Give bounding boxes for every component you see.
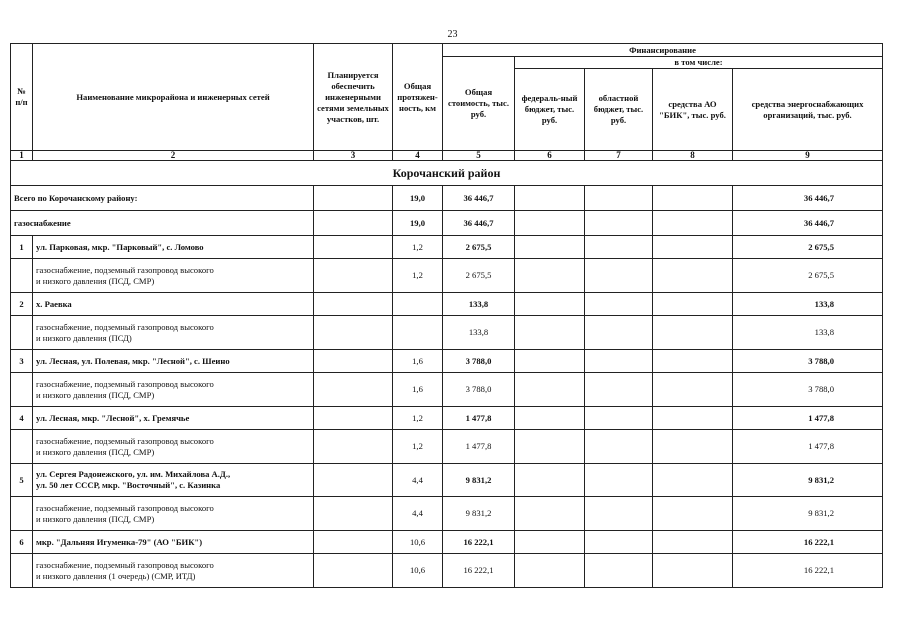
object-row bbox=[11, 531, 883, 554]
col-number: 1 bbox=[11, 151, 33, 161]
work-cost: 2 675,5 bbox=[443, 259, 515, 293]
work-line: газоснабжение, подземный газопровод высокого bbox=[36, 502, 214, 513]
total-cost: 36 446,7 bbox=[443, 186, 515, 211]
header-plots: Планируется обеспечить инженерными сетями земельных участков, шт. bbox=[314, 44, 393, 151]
gas-total-length: 19,0 bbox=[393, 211, 443, 236]
object-cost: 16 222,1 bbox=[443, 531, 515, 554]
total-row bbox=[11, 186, 883, 211]
row-number: 3 bbox=[11, 350, 33, 373]
row-number: 5 bbox=[11, 464, 33, 497]
object-name: ул. Парковая, мкр. "Парковый", с. Ломово bbox=[33, 236, 314, 259]
header-energy: средства энергоснабжающих организаций, тыс. руб. bbox=[733, 69, 883, 151]
object-subrow bbox=[11, 316, 883, 350]
work-line: и низкого давления (ПСД) bbox=[36, 332, 132, 343]
object-name: мкр. "Дальняя Игуменка-79" (АО "БИК") bbox=[33, 531, 314, 554]
work-length: 1,2 bbox=[393, 430, 443, 464]
object-energy: 2 675,5 bbox=[733, 236, 883, 259]
object-energy: 9 831,2 bbox=[733, 464, 883, 497]
object-subrow bbox=[11, 259, 883, 293]
work-energy: 1 477,8 bbox=[733, 430, 883, 464]
object-subrow bbox=[11, 373, 883, 407]
object-name: х. Раевка bbox=[33, 293, 314, 316]
gas-total-row bbox=[11, 211, 883, 236]
object-name bbox=[33, 464, 314, 497]
work-line: газоснабжение, подземный газопровод высокого bbox=[36, 378, 214, 389]
row-number: 6 bbox=[11, 531, 33, 554]
object-length: 1,6 bbox=[393, 350, 443, 373]
col-number: 4 bbox=[393, 151, 443, 161]
header-financing: Финансирование bbox=[443, 44, 883, 57]
total-label: Всего по Корочанскому району: bbox=[11, 186, 314, 211]
work-length: 1,2 bbox=[393, 259, 443, 293]
col-number: 9 bbox=[733, 151, 883, 161]
object-subrow bbox=[11, 554, 883, 588]
work-cost: 9 831,2 bbox=[443, 497, 515, 531]
total-length: 19,0 bbox=[393, 186, 443, 211]
gas-total-cost: 36 446,7 bbox=[443, 211, 515, 236]
work-line: газоснабжение, подземный газопровод высокого bbox=[36, 435, 214, 446]
work-energy: 2 675,5 bbox=[733, 259, 883, 293]
object-energy: 3 788,0 bbox=[733, 350, 883, 373]
object-row bbox=[11, 407, 883, 430]
gas-total-label: газоснабжение bbox=[11, 211, 314, 236]
row-number: 1 bbox=[11, 236, 33, 259]
object-subrow bbox=[11, 497, 883, 531]
object-energy: 1 477,8 bbox=[733, 407, 883, 430]
object-row bbox=[11, 236, 883, 259]
header-including: в том числе: bbox=[515, 57, 883, 69]
column-numbers-row bbox=[11, 151, 883, 161]
financing-table bbox=[10, 43, 883, 588]
work-cost: 3 788,0 bbox=[443, 373, 515, 407]
object-cost: 3 788,0 bbox=[443, 350, 515, 373]
work-length: 10,6 bbox=[393, 554, 443, 588]
header-num: № п/п bbox=[11, 44, 33, 151]
work-cost: 16 222,1 bbox=[443, 554, 515, 588]
object-energy: 133,8 bbox=[733, 293, 883, 316]
col-number: 5 bbox=[443, 151, 515, 161]
object-cost: 1 477,8 bbox=[443, 407, 515, 430]
object-row bbox=[11, 464, 883, 497]
header-name: Наименование микрорайона и инженерных сетей bbox=[33, 44, 314, 151]
object-length: 10,6 bbox=[393, 531, 443, 554]
work-description bbox=[33, 259, 314, 293]
work-cost: 1 477,8 bbox=[443, 430, 515, 464]
work-energy: 133,8 bbox=[733, 316, 883, 350]
object-row bbox=[11, 293, 883, 316]
gas-total-energy: 36 446,7 bbox=[733, 211, 883, 236]
work-description bbox=[33, 373, 314, 407]
header-bik: средства АО "БИК", тыс. руб. bbox=[653, 69, 733, 151]
work-length: 1,6 bbox=[393, 373, 443, 407]
col-number: 7 bbox=[585, 151, 653, 161]
work-description bbox=[33, 316, 314, 350]
work-length: 4,4 bbox=[393, 497, 443, 531]
total-energy: 36 446,7 bbox=[733, 186, 883, 211]
object-name: ул. Лесная, мкр. "Лесной", х. Гремячье bbox=[33, 407, 314, 430]
work-energy: 3 788,0 bbox=[733, 373, 883, 407]
work-line: газоснабжение, подземный газопровод высокого bbox=[36, 264, 214, 275]
work-line: и низкого давления (ПСД, СМР) bbox=[36, 275, 155, 286]
header-regional: областной бюджет, тыс. руб. bbox=[585, 69, 653, 151]
object-cost: 9 831,2 bbox=[443, 464, 515, 497]
work-description bbox=[33, 554, 314, 588]
object-length: 1,2 bbox=[393, 407, 443, 430]
object-subrow bbox=[11, 430, 883, 464]
row-number: 2 bbox=[11, 293, 33, 316]
header-length: Общая протяжен-ность, км bbox=[393, 44, 443, 151]
object-length: 1,2 bbox=[393, 236, 443, 259]
object-row bbox=[11, 350, 883, 373]
col-number: 8 bbox=[653, 151, 733, 161]
work-line: и низкого давления (ПСД, СМР) bbox=[36, 513, 155, 524]
row-number: 4 bbox=[11, 407, 33, 430]
object-energy: 16 222,1 bbox=[733, 531, 883, 554]
col-number: 3 bbox=[314, 151, 393, 161]
work-energy: 16 222,1 bbox=[733, 554, 883, 588]
work-description bbox=[33, 430, 314, 464]
object-cost: 2 675,5 bbox=[443, 236, 515, 259]
object-length: 4,4 bbox=[393, 464, 443, 497]
work-line: газоснабжение, подземный газопровод высокого bbox=[36, 559, 214, 570]
object-cost: 133,8 bbox=[443, 293, 515, 316]
object-name-line: ул. Сергея Радонежского, ул. им. Михайлова А.Д., bbox=[36, 469, 231, 479]
work-description bbox=[33, 497, 314, 531]
page-number: 23 bbox=[447, 29, 458, 40]
work-cost: 133,8 bbox=[443, 316, 515, 350]
region-row bbox=[11, 161, 883, 186]
work-length bbox=[393, 316, 443, 350]
work-line: и низкого давления (1 очередь) (СМР, ИТД) bbox=[36, 570, 196, 581]
work-line: и низкого давления (ПСД, СМР) bbox=[36, 389, 155, 400]
region-title: Корочанский район bbox=[11, 161, 883, 186]
work-line: и низкого давления (ПСД, СМР) bbox=[36, 446, 155, 457]
col-number: 6 bbox=[515, 151, 585, 161]
header-cost: Общая стоимость, тыс. руб. bbox=[443, 57, 515, 151]
object-length bbox=[393, 293, 443, 316]
object-name-line: ул. 50 лет СССР, мкр. "Восточный", с. Казинка bbox=[36, 480, 221, 490]
work-line: газоснабжение, подземный газопровод высокого bbox=[36, 321, 214, 332]
object-name: ул. Лесная, ул. Полевая, мкр. "Лесной", с. Шеино bbox=[33, 350, 314, 373]
col-number: 2 bbox=[33, 151, 314, 161]
header-federal: федераль-ный бюджет, тыс. руб. bbox=[515, 69, 585, 151]
work-energy: 9 831,2 bbox=[733, 497, 883, 531]
